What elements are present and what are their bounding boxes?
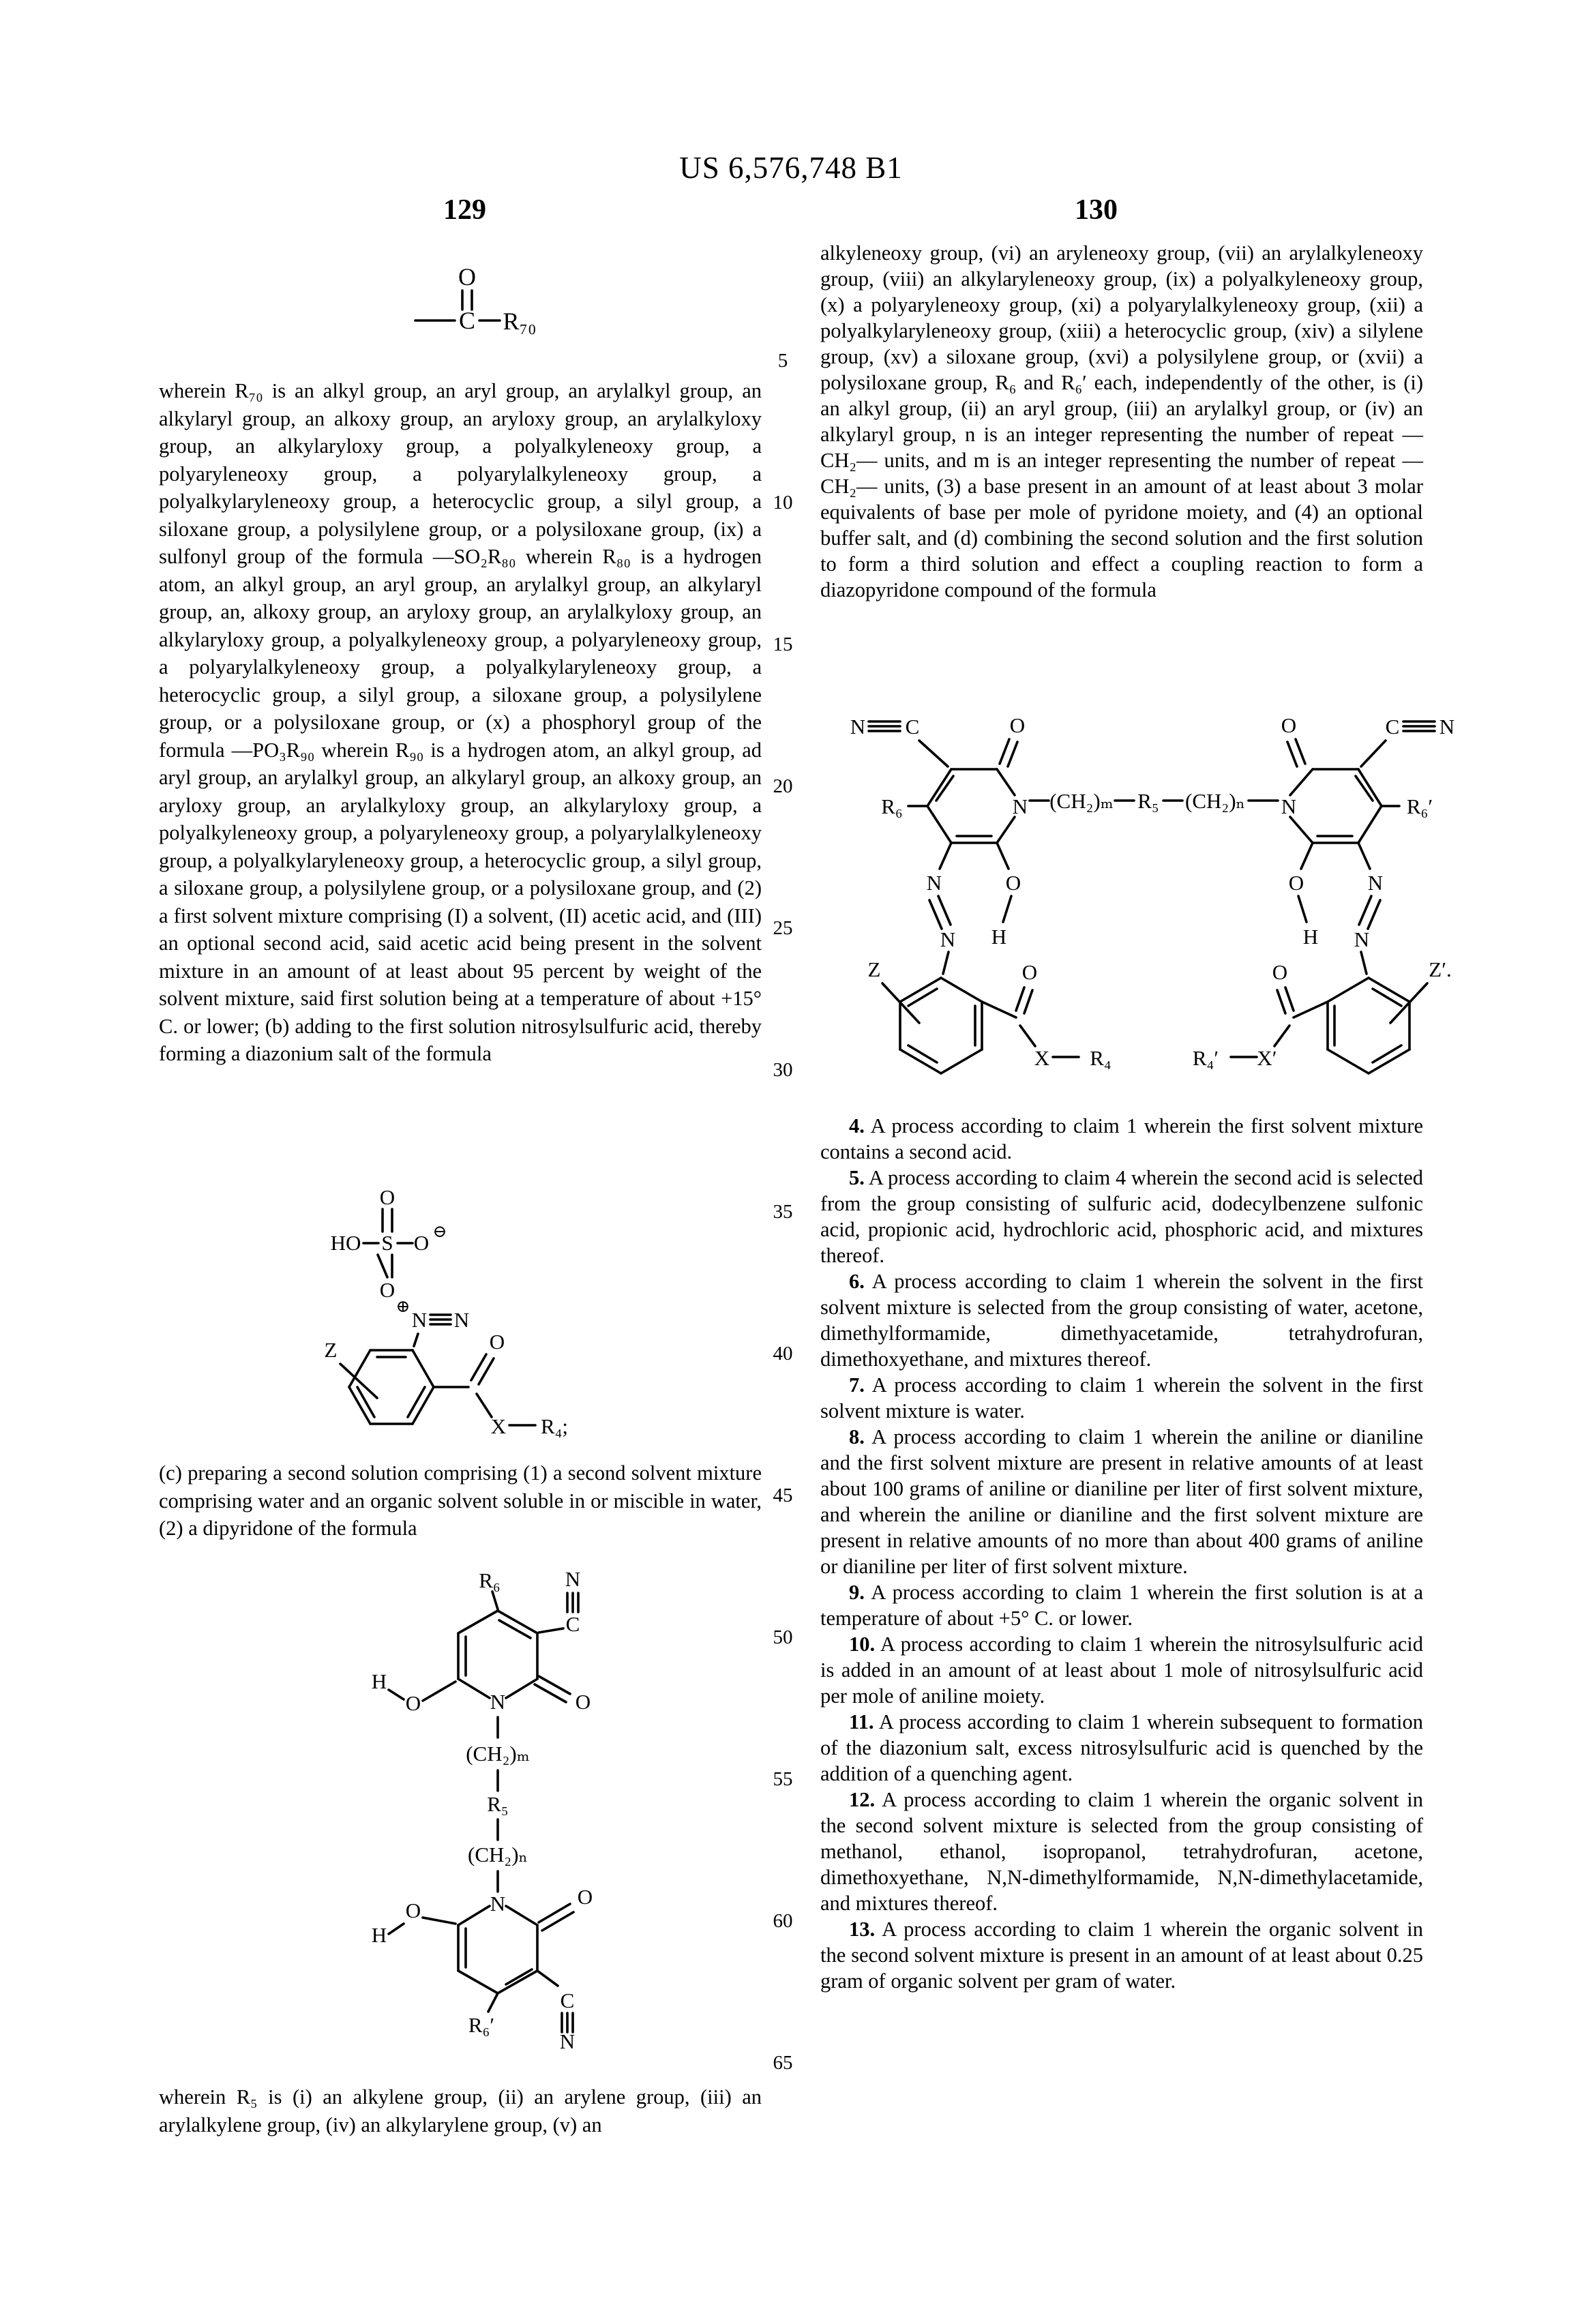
right-r4-prime: R₄′ (1192, 1046, 1219, 1070)
patent-number-header: US 6,576,748 B1 (679, 151, 903, 185)
line-number: 25 (773, 917, 793, 939)
line-number: 50 (773, 1626, 793, 1648)
left-nitrile-c: C (905, 715, 920, 739)
column-number-130: 130 (1075, 194, 1118, 226)
ring2-n: N (490, 1892, 506, 1916)
atom-o-top: O (379, 1185, 395, 1209)
left-ring-n: N (1012, 794, 1028, 818)
claim-number: 13. (849, 1918, 876, 1941)
substituent-r6: R₆ (479, 1568, 501, 1592)
claim-number: 11. (849, 1710, 874, 1733)
nitrile-c: C (565, 1612, 580, 1636)
right-azo-n1: N (1367, 871, 1384, 895)
atom-h: H (371, 1669, 387, 1693)
substituent-z: Z (324, 1338, 338, 1362)
atom-h2: H (371, 1923, 387, 1947)
claim-11 (820, 1709, 1423, 1787)
substituent-r6: R₆ (881, 794, 903, 818)
right-acyl-o: O (1272, 960, 1288, 984)
claim-4 (820, 1113, 1423, 1165)
line-number: 40 (773, 1343, 793, 1365)
paragraph-wherein-r5: wherein R₅ is (i) an alkylene group, (ii) an arylene group, (iii) an arylalkylene group, (iv) an alkylarylene group, (v) an (159, 2085, 762, 2136)
carbonyl-o2: O (577, 1885, 593, 1909)
line-number-gutter (764, 349, 802, 2074)
left-nitrile-n: N (850, 715, 866, 739)
chain-ch2m: (CH₂)ₘ (1049, 789, 1114, 813)
left-hbond-h: H (991, 925, 1007, 949)
atom-o-bottom: O (379, 1278, 395, 1302)
atom-o: O (458, 265, 476, 290)
left-hbond-o: O (1005, 871, 1021, 895)
bonds (415, 290, 500, 321)
line-number: 55 (773, 1768, 793, 1790)
right-hbond-h: H (1302, 925, 1319, 949)
claims-block (820, 1113, 1423, 1994)
claim-5 (820, 1165, 1423, 1268)
substituent-z: Z (867, 957, 881, 981)
nitrile-n: N (565, 1568, 581, 1591)
line-number: 5 (777, 350, 788, 372)
right-nitrile-n: N (1439, 715, 1455, 739)
right-nitrile-c: C (1385, 715, 1400, 739)
claim-body: A process according to claim 1 wherein the solvent in the first solvent mixture is selected from the group consisting of water, acetone, dimethylformamide, dimethyacetamide, tetrahydrofuran, dimethoxyethane, and mixtures thereof. (820, 1270, 1423, 1371)
minus-charge-icon: ⊖ (432, 1223, 447, 1241)
substituent-r4: R₄; (540, 1414, 569, 1438)
chain-r5: R₅ (1137, 789, 1159, 813)
claim-number: 5. (849, 1166, 865, 1189)
claim-body: A process according to claim 1 wherein the organic solvent in the second solvent mixture is selected from the group consisting of methanol, ethanol, isopropanol, tetrahydrofuran, acetone, dimethoxyethane, N,N-dimethylformamide, N,N-dimethylacetamide, and mixtures thereof. (820, 1788, 1423, 1915)
claim-number: 12. (849, 1788, 876, 1811)
claim-12 (820, 1787, 1423, 1916)
right-hbond-o: O (1288, 871, 1304, 895)
substituent-z-prime: Z′. (1429, 957, 1452, 981)
ring-n: N (490, 1690, 506, 1714)
bonds (389, 1592, 578, 2032)
claim-body: A process according to claim 1 wherein the first solution is at a temperature of about +5° C. or lower. (820, 1581, 1423, 1630)
claim-6 (820, 1268, 1423, 1372)
plus-charge-icon: ⊕ (395, 1298, 411, 1316)
acyl-group-structure (413, 265, 542, 341)
claim-body: A process according to claim 4 wherein the second acid is selected from the group consisting of sulfuric acid, dodecylbenzene sulfonic acid, propionic acid, hydrochloric acid, phosphoric acid, and mixtures thereof. (820, 1166, 1423, 1267)
group-ho: HO (330, 1231, 361, 1255)
claim-body: A process according to claim 1 wherein subsequent to formation of the diazonium salt, excess nitrosylsulfuric acid is quenched by the addition of a quenching agent. (820, 1710, 1423, 1785)
claim-number: 10. (849, 1633, 876, 1656)
chain-r5: R₅ (487, 1792, 509, 1816)
claim-number: 9. (849, 1581, 865, 1604)
dipyridone-structure (368, 1568, 600, 2049)
paragraph-preparing-c: (c) preparing a second solution comprising (1) a second solvent mixture comprising water and an organic solvent soluble in or miscible in water, (2) a dipyridone of the formula (159, 1461, 762, 1540)
claim-body: A process according to claim 1 wherein the nitrosylsulfuric acid is added in an amount of at least about 1 mole of nitrosylsulfuric acid per mole of aniline moiety. (820, 1633, 1423, 1708)
left-azo-n1: N (926, 871, 942, 895)
bonds (869, 721, 1435, 1073)
substituent-r70: R₇₀ (503, 308, 537, 335)
line-number: 15 (773, 634, 793, 655)
atom-x: X (490, 1414, 507, 1438)
atom-o2: O (405, 1898, 421, 1922)
diazonium-salt-structure (310, 1178, 583, 1465)
substituent-r6-prime: R₆′ (1406, 794, 1433, 818)
line-number: 60 (773, 1910, 793, 1932)
azo-n1: N (411, 1308, 428, 1332)
left-azo-n2: N (940, 927, 956, 951)
line-number: 35 (773, 1201, 793, 1223)
line-number: 10 (773, 492, 793, 513)
right-x-prime: X′ (1257, 1046, 1277, 1070)
atom-o-right: O (413, 1231, 430, 1255)
azo-n2: N (453, 1308, 470, 1332)
left-carbonyl-o: O (1009, 713, 1026, 737)
left-r4: R₄ (1090, 1046, 1111, 1070)
claim-body: A process according to claim 1 wherein the organic solvent in the second solvent mixture is present in an amount of at least about 0.25 gram of organic solvent per gram of water. (820, 1918, 1423, 1993)
bonds (340, 1209, 535, 1425)
carbonyl-o: O (489, 1330, 505, 1354)
left-x: X (1034, 1046, 1050, 1070)
right-carbonyl-o: O (1281, 713, 1297, 737)
paragraph-wherein-r70: wherein R₇₀ is an alkyl group, an aryl group, an arylalkyl group, an alkylaryl group, an alkoxy group, an aryloxy group, an arylalkyloxy group, an alkylaryloxy group, a polyalkyleneoxy group, a polyaryleneoxy group, a polyarylalkyleneoxy group, a polyalkylaryleneoxy group, a heterocyclic group, a silyl group, a siloxane group, a polysilylene group, or a polysiloxane group, (ix) a sulfonyl group of the formula —SO₂R₈₀ wherein R₈₀ is a hydrogen atom, an alkyl group, an aryl group, an arylalkyl group, an alkylaryl group, an, alkoxy group, an aryloxy group, an arylalkyloxy group, an alkylaryloxy group, a polyalkyleneoxy group, a polyaryleneoxy group, a polyarylalkyleneoxy group, a polyalkylaryleneoxy group, a heterocyclic group, a silyl group, a siloxane group, a polysilylene group, or a polysiloxane group, or (x) a phosphoryl group of the formula —PO₃R₉₀ wherein R₉₀ is a hydrogen atom, an alkyl group, ad aryl group, an arylalkyl group, an alkylaryl group, an alkoxy group, an aryloxy group, an arylalkyloxy group, an alkylaryloxy group, a polyalkyleneoxy group, a polyaryleneoxy group, a polyarylalkyleneoxy group, a polyalkylaryleneoxy group, a heterocyclic group, a silyl group, a siloxane group, a polysilylene group, or a polysiloxane group, and (2) a first solvent mixture comprising (I) a solvent, (II) acetic acid, and (III) an optional second acid, said acetic acid being present in the solvent mixture in an amount of at least about 95 percent by weight of the solvent mixture, said first solution being at a temperature of about +15° C. or lower; (b) adding to the first solution nitrosylsulfuric acid, thereby forming a diazonium salt of the formula (159, 379, 762, 1065)
right-azo-n2: N (1354, 927, 1370, 951)
claim-8 (820, 1424, 1423, 1579)
atom-o: O (405, 1691, 421, 1715)
nitrile2-c: C (560, 1988, 575, 2012)
left-acyl-o: O (1021, 960, 1038, 984)
claim-body: A process according to claim 1 wherein the aniline or dianiline and the first solvent mixture are present in relative amounts of at least about 100 grams of aniline or dianiline per liter of first solvent mixture, and wherein the aniline or dianiline and the first solvent mixture are present in relative amounts of no more than about 400 grams of aniline or dianiline per liter of first solvent mixture. (820, 1425, 1423, 1578)
carbonyl-o: O (575, 1690, 591, 1714)
chain-ch2m: (CH₂)ₘ (466, 1742, 530, 1766)
chain-ch2n: (CH₂)ₙ (1185, 789, 1245, 813)
claim-number: 4. (849, 1114, 865, 1137)
chain-ch2n: (CH₂)ₙ (468, 1843, 528, 1866)
substituent-r6-prime: R₆′ (468, 2013, 495, 2037)
claim-9 (820, 1579, 1423, 1631)
paragraph-claim1-continuation: alkyleneoxy group, (vi) an aryleneoxy group, (vii) an arylalkyleneoxy group, (viii) an alkylaryleneoxy group, (ix) a polyalkyleneoxy group, (x) a polyaryleneoxy group, (xi) a polyarylalkyleneoxy group, (xii) a polyalkylaryleneoxy group, (xiii) a heterocyclic group, (xiv) a silylene group, (xv) a siloxane group, (xvi) a polysilylene group, or (xvii) a polysiloxane group, R₆ and R₆′ each, independently of the other, is (i) an alkyl group, (ii) an aryl group, (iii) an arylalkyl group, or (iv) an alkylaryl group, n is an integer representing the number of repeat —CH₂— units, and m is an integer representing the number of repeat —CH₂— units, (3) a base present in an amount of at least about 3 molar equivalents of base per mole of pyridone moiety, and (4) an optional buffer salt, and (d) combining the second solution and the first solution to form a third solution and effect a coupling reaction to form a diazopyridone compound of the formula (820, 241, 1423, 601)
claim-body: A process according to claim 1 wherein the solvent in the first solvent mixture is water. (820, 1373, 1423, 1422)
claim-body: A process according to claim 1 wherein the first solvent mixture contains a second acid. (820, 1114, 1423, 1163)
atom-c: C (458, 307, 476, 334)
right-ring-n: N (1281, 794, 1297, 818)
claim-10 (820, 1631, 1423, 1709)
claim-number: 6. (849, 1270, 865, 1293)
line-number: 65 (773, 2052, 793, 2074)
claim-13 (820, 1916, 1423, 1994)
claim-number: 7. (849, 1373, 865, 1397)
line-number: 30 (773, 1059, 793, 1081)
atom-s: S (381, 1231, 393, 1255)
claim-number: 8. (849, 1425, 865, 1448)
line-number: 45 (773, 1485, 793, 1506)
column-number-129: 129 (443, 194, 486, 226)
diazopyridone-structure (811, 697, 1493, 1099)
nitrile2-n: N (559, 2029, 576, 2049)
line-number: 20 (773, 775, 793, 797)
claim-7 (820, 1372, 1423, 1424)
